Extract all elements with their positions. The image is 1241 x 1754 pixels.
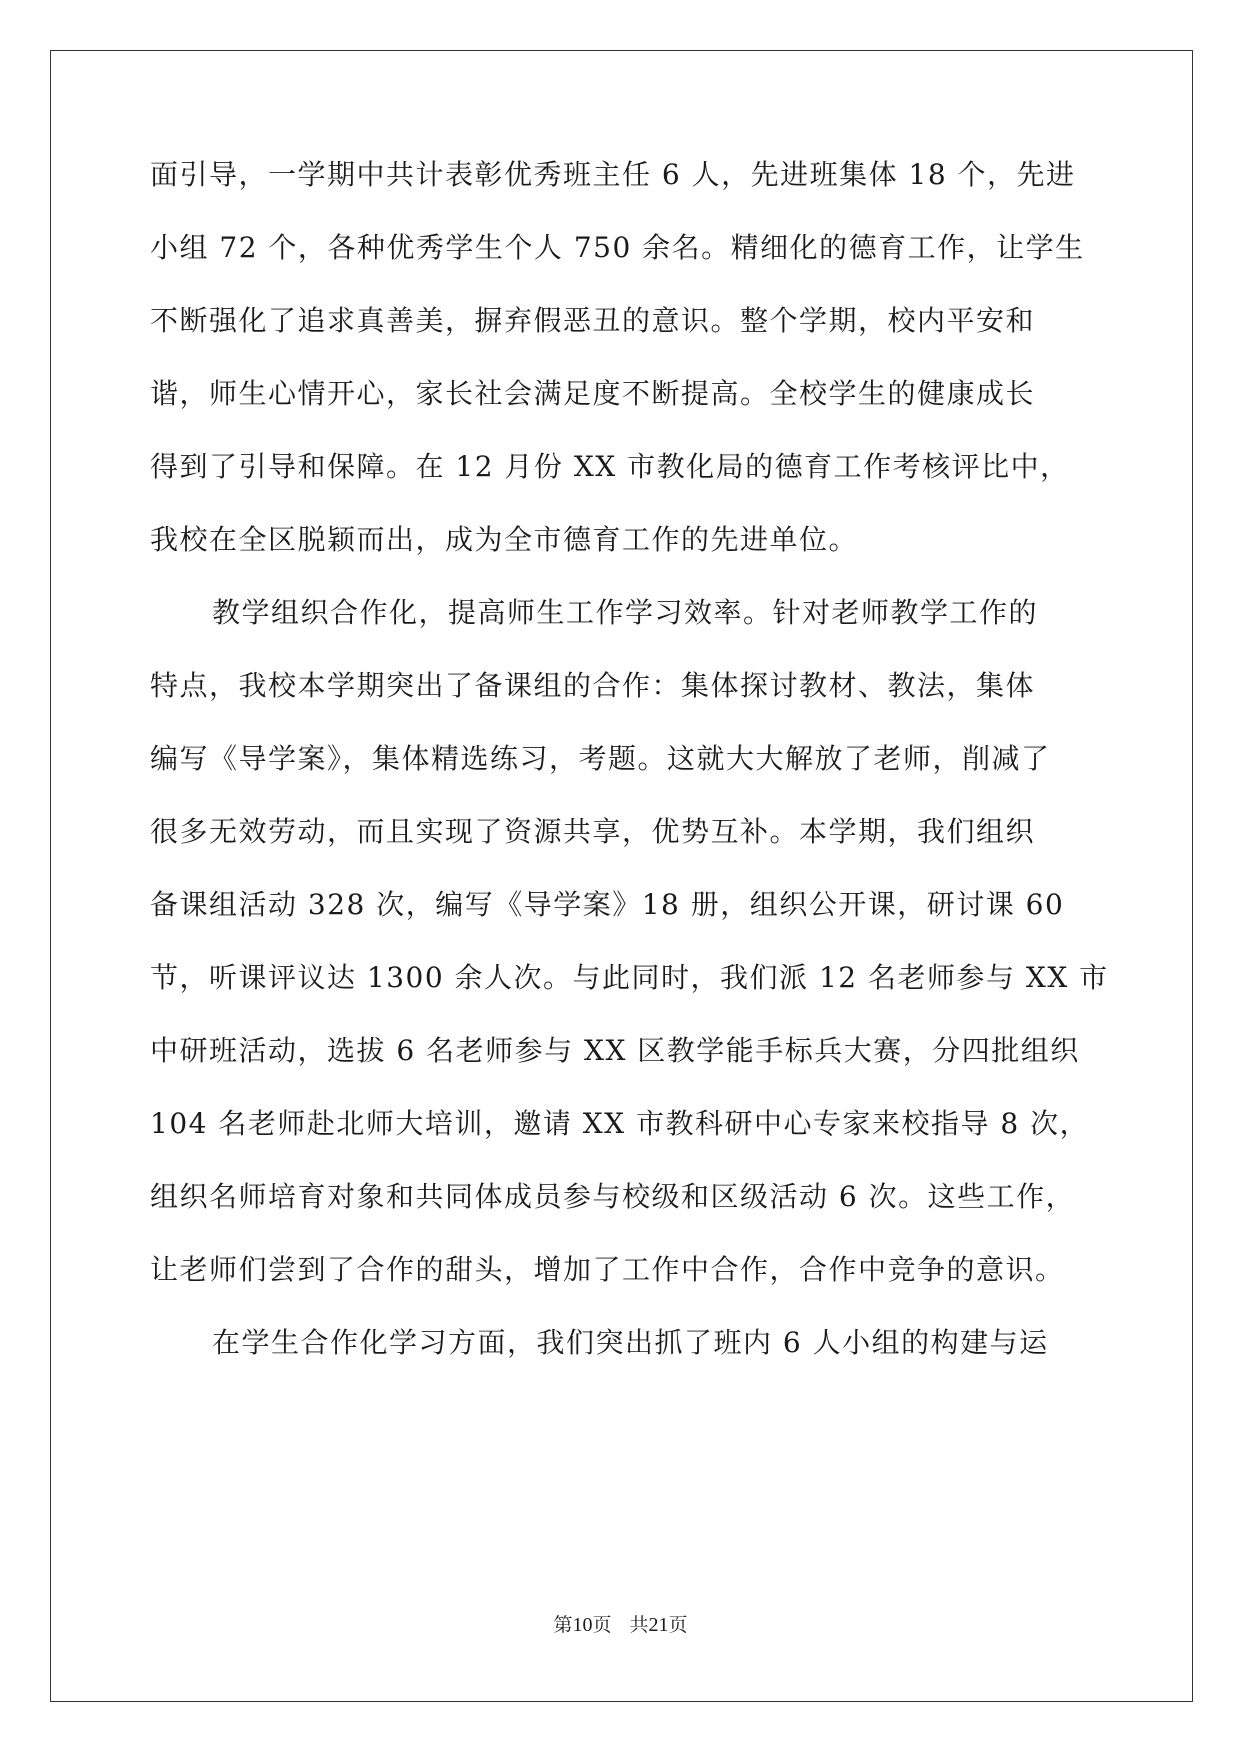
text-line: 很多无效劳动，而且实现了资源共享，优势互补。本学期，我们组织 xyxy=(150,815,1036,848)
text-line: 面引导，一学期中共计表彰优秀班主任 6 人，先进班集体 18 个，先进 xyxy=(150,158,1076,191)
text-line: 谐，师生心情开心，家长社会满足度不断提高。全校学生的健康成长 xyxy=(150,377,1036,410)
text-line: 不断强化了追求真善美，摒弃假恶丑的意识。整个学期，校内平安和 xyxy=(150,304,1036,337)
text-line: 组织名师培育对象和共同体成员参与校级和区级活动 6 次。这些工作， xyxy=(150,1180,1076,1213)
text-line: 得到了引导和保障。在 12 月份 XX 市教化局的德育工作考核评比中， xyxy=(150,450,1070,483)
total-prefix: 共 xyxy=(629,1614,649,1636)
text-line: 小组 72 个，各种优秀学生个人 750 余名。精细化的德育工作，让学生 xyxy=(150,231,1085,264)
page-border xyxy=(50,50,1193,1702)
text-line: 让老师们尝到了合作的甜头，增加了工作中合作，合作中竞争的意识。 xyxy=(150,1253,1065,1286)
page-current: 10 xyxy=(572,1614,593,1636)
text-line: 教学组织合作化，提高师生工作学习效率。针对老师教学工作的 xyxy=(212,596,1039,629)
text-line: 节，听课评议达 1300 余人次。与此同时，我们派 12 名老师参与 XX 市 xyxy=(150,961,1109,994)
text-line: 我校在全区脱颖而出，成为全市德育工作的先进单位。 xyxy=(150,523,859,556)
text-line: 特点，我校本学期突出了备课组的合作：集体探讨教材、教法，集体 xyxy=(150,669,1036,702)
page-footer xyxy=(0,1610,1241,1637)
page-total: 21 xyxy=(648,1614,669,1636)
text-line: 中研班活动，选拔 6 名老师参与 XX 区教学能手标兵大赛，分四批组织 xyxy=(150,1034,1080,1067)
text-line: 104 名老师赴北师大培训，邀请 XX 市教科研中心专家来校指导 8 次， xyxy=(150,1107,1090,1140)
total-suffix: 页 xyxy=(668,1614,688,1636)
text-line: 编写《导学案》，集体精选练习，考题。这就大大解放了老师，削减了 xyxy=(150,742,1051,775)
page-suffix: 页 xyxy=(592,1614,612,1636)
text-line: 在学生合作化学习方面，我们突出抓了班内 6 人小组的构建与运 xyxy=(212,1326,1049,1359)
page-prefix: 第 xyxy=(553,1614,573,1636)
text-line: 备课组活动 328 次，编写《导学案》18 册，组织公开课，研讨课 60 xyxy=(150,888,1065,921)
